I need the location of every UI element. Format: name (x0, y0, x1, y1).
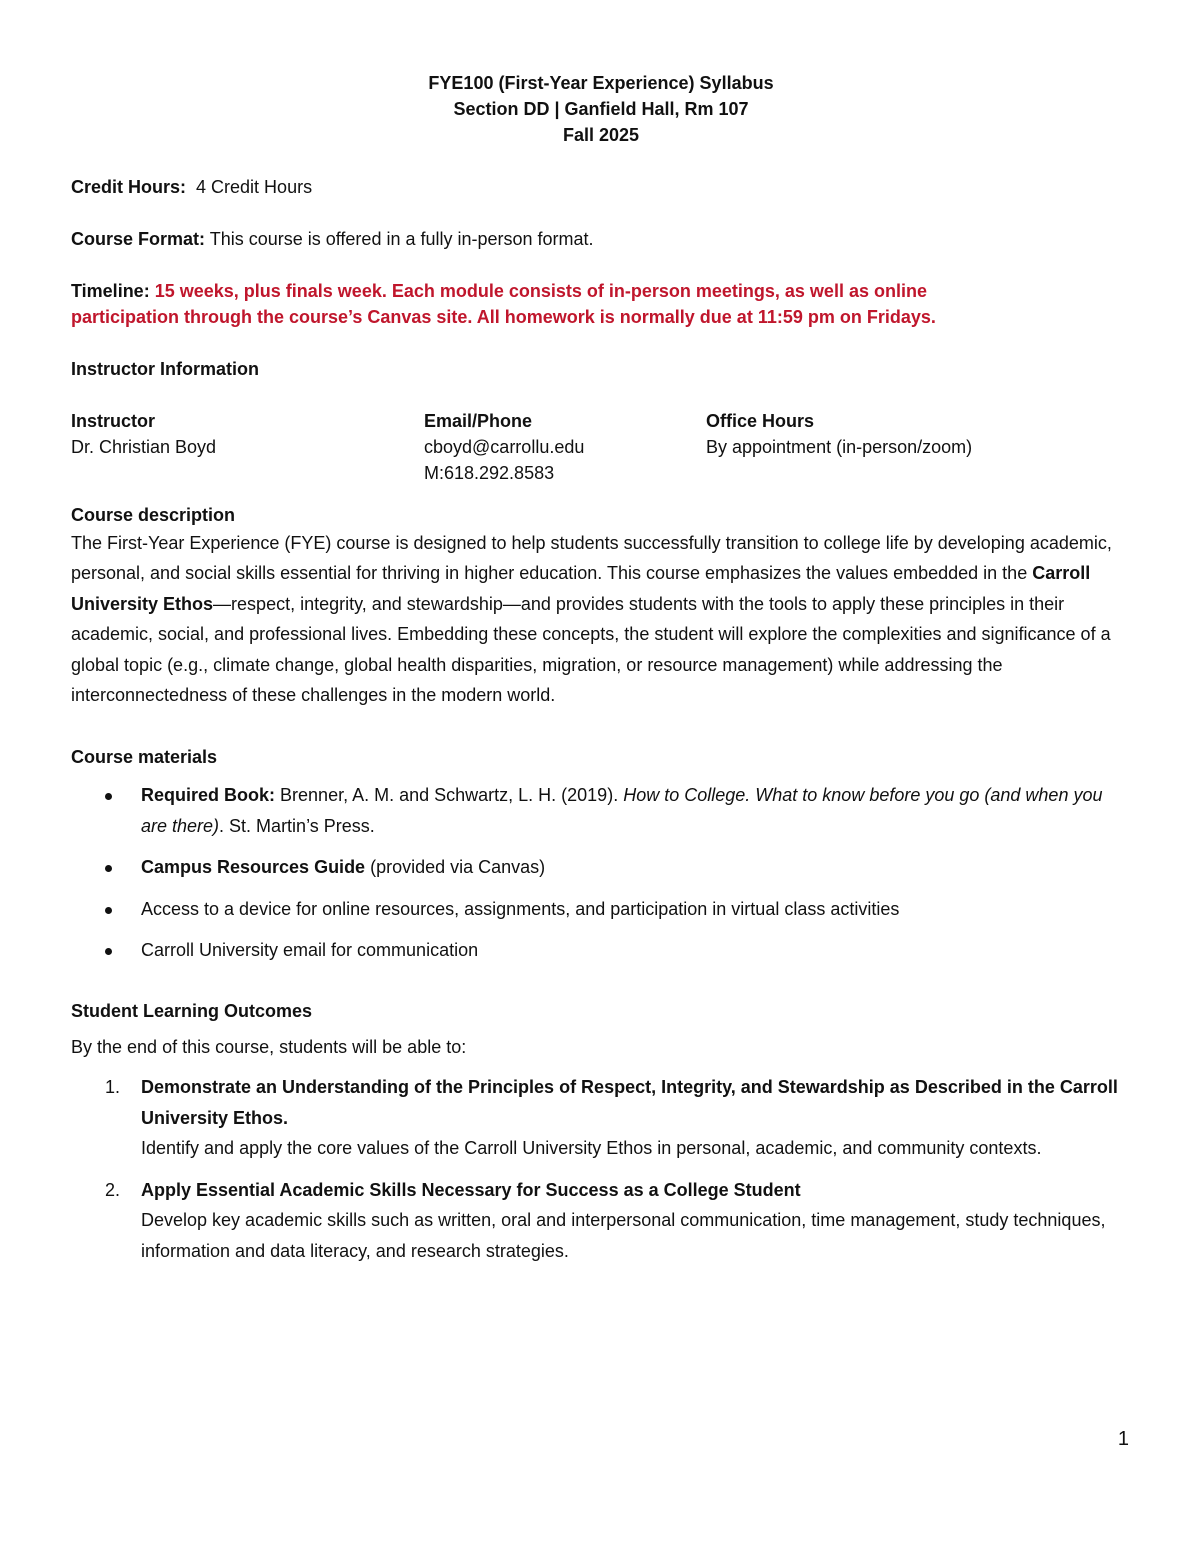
timeline-text-line2: participation through the course’s Canvas site. All homework is normally due at 11:59 pm on Fridays. (71, 307, 936, 327)
course-section: Section DD | Ganfield Hall, Rm 107 (453, 99, 749, 119)
course-format (71, 226, 1131, 252)
list-item: Carroll University email for communication (71, 935, 1131, 965)
instructor-col-header: Instructor (71, 411, 156, 431)
instructor-table (71, 408, 1131, 486)
list-item: 1. Demonstrate an Understanding of the Principles of Respect, Integrity, and Stewardship as Described in the Carroll University Ethos. Identify and apply the core values of the Carroll University Ethos in personal, academic, and community contexts. (71, 1072, 1131, 1163)
outcomes-list (71, 1072, 1131, 1265)
bullet-icon (105, 948, 112, 955)
instructor-email: cboyd@carrollu.edu (424, 437, 585, 457)
bullet-icon (105, 865, 112, 872)
learning-outcomes-heading: Student Learning Outcomes (71, 1001, 313, 1022)
bullet-icon (105, 907, 112, 914)
course-title: FYE100 (First-Year Experience) Syllabus (428, 73, 774, 93)
course-description-heading: Course description (71, 505, 236, 525)
contact-col-header: Email/Phone (424, 411, 533, 431)
credit-hours-value: 4 Credit Hours (196, 177, 313, 197)
document-header (71, 70, 1131, 148)
instructor-phone: M:618.292.8583 (424, 463, 555, 483)
course-format-value: This course is offered in a fully in-person format. (209, 229, 594, 249)
outcome-text: Develop key academic skills such as written, oral and interpersonal communication, time management, study techniques, information and data literacy, and research strategies. (141, 1210, 1106, 1261)
materials-list (71, 780, 1131, 965)
course-format-label: Course Format: (71, 229, 206, 249)
outcome-title: Demonstrate an Understanding of the Principles of Respect, Integrity, and Stewardship as Described in the Carroll University Ethos. (141, 1077, 1118, 1128)
page-number: 1 (1117, 1428, 1129, 1450)
list-item: Campus Resources Guide (provided via Canvas) (71, 852, 1131, 882)
instructor-info-heading: Instructor Information (71, 359, 259, 379)
credit-hours-label: Credit Hours: (71, 177, 187, 197)
outcome-title: Apply Essential Academic Skills Necessary for Success as a College Student (141, 1179, 801, 1200)
course-term: Fall 2025 (562, 125, 640, 145)
instructor-name: Dr. Christian Boyd (71, 437, 217, 457)
list-item: 2. Apply Essential Academic Skills Necessary for Success as a College Student Develop key academic skills such as written, oral and interpersonal communication, time management, study techniques, information and data literacy, and research strategies. (71, 1175, 1131, 1266)
list-item: Access to a device for online resources, assignments, and participation in virtual class activities (71, 894, 1131, 924)
learning-outcomes-intro: By the end of this course, students will be able to: (71, 1037, 467, 1058)
bullet-icon (105, 793, 112, 800)
ethos-term: Carroll University Ethos (71, 563, 1091, 614)
timeline-text-line1: 15 weeks, plus finals week. Each module consists of in-person meetings, as well as online (154, 281, 927, 301)
course-description-text: The First-Year Experience (FYE) course is designed to help students successfully transition to college life by developing academic, personal, and social skills essential for thriving in higher education. This course emphasizes the values embedded in the Carroll University Ethos—respect, integrity, and stewardship—and provides students with the tools to apply these principles in their academic, social, and professional lives. Embedding these concepts, the student will explore the complexities and significance of a global topic (e.g., climate change, global health disparities, migration, or resource management) while addressing the interconnectedness of these challenges in the modern world. (71, 533, 1112, 706)
office-hours-col-header: Office Hours (706, 411, 815, 431)
syllabus-page (71, 70, 1131, 1277)
office-hours-value: By appointment (in-person/zoom) (706, 437, 973, 457)
outcome-text: Identify and apply the core values of the Carroll University Ethos in personal, academic, and community contexts. (141, 1138, 1042, 1159)
timeline (71, 278, 1131, 304)
credit-hours (71, 174, 1131, 200)
list-item: Required Book: Brenner, A. M. and Schwartz, L. H. (2019). How to College. What to know before you go (and when you are there). St. Martin’s Press. (71, 780, 1131, 841)
course-materials-heading: Course materials (71, 747, 218, 768)
book-title: How to College. What to know before you go (and when you are there) (141, 785, 1103, 836)
timeline-label: Timeline: (71, 281, 150, 301)
